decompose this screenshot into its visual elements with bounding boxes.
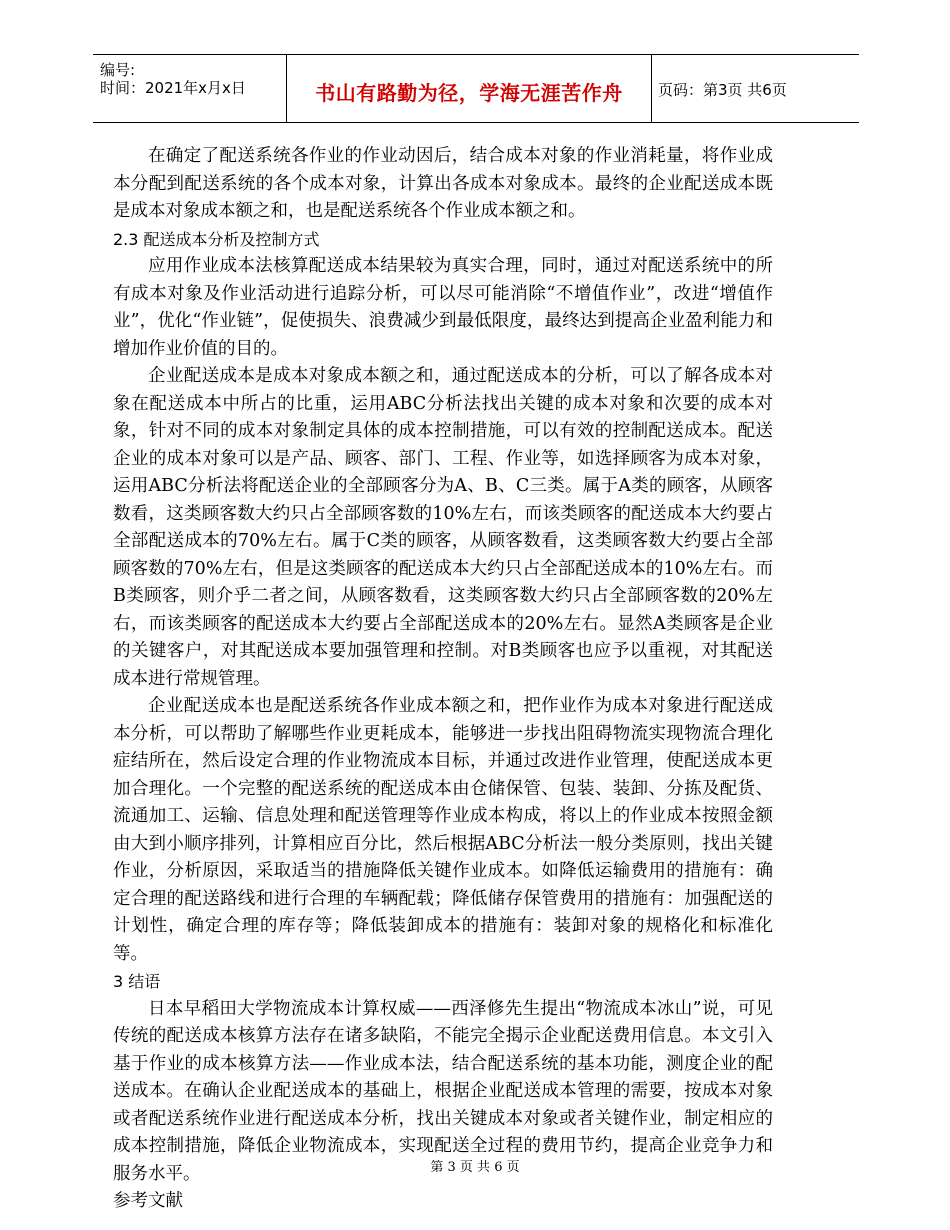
header-page-cell [651,55,859,122]
section-heading-3: 3 结语 [113,972,161,991]
header-motto: 书山有路勤为径，学海无涯苦作舟 [315,81,623,105]
section-heading-2-3: 2.3 配送成本分析及控制方式 [113,229,320,249]
paragraph-abc-overview: 应用作业成本法核算配送成本结果较为真实合理，同时，通过对配送系统中的所有成本对象及作业活动进行追踪分析，可以尽可能消除“不增值作业”，改进“增值作业”，优化“作业链”，促使损失、浪费减少到最低限度，最终达到提高企业盈利能力和增加作业价值的目的。 [113,256,773,359]
document-body [113,143,773,1216]
header-motto-cell [286,55,652,122]
paragraph-intro: 在确定了配送系统各作业的作业动因后，结合成本对象的作业消耗量，将作业成本分配到配送系统的各个成本对象，计算出各成本对象成本。最终的企业配送成本既是成本对象成本额之和，也是配送系统各个作业成本额之和。 [113,146,773,221]
paragraph-conclusion: 日本早稻田大学物流成本计算权威——西泽修先生提出“物流成本冰山”说，可见传统的配送成本核算方法存在诸多缺陷，不能完全揭示企业配送费用信息。本文引入基于作业的成本核算方法——作业成本法，结合配送系统的基本功能，测度企业的配送成本。在确认企业配送成本的基础上，根据企业配送成本管理的需要，按成本对象或者配送系统作业进行配送成本分析，找出关键成本对象或者关键作业，制定相应的成本控制措施，降低企业物流成本，实现配送全过程的费用节约，提高企业竞争力和服务水平。 [113,998,773,1184]
header-number-label: 编号: [100,61,136,79]
header-time-label: 时间：2021年x月x日 [100,79,246,97]
header-meta-cell [93,55,285,122]
page-header [93,54,859,123]
page-footer: 第 3 页 共 6 页 [430,1160,520,1175]
header-page-info: 页码：第3页 共6页 [658,81,787,99]
paragraph-activity-abc: 企业配送成本也是配送系统各作业成本额之和，把作业作为成本对象进行配送成本分析，可以帮助了解哪些作业更耗成本，能够进一步找出阻碍物流实现物流合理化症结所在，然后设定合理的作业物流成本目标，并通过改进作业管理，使配送成本更加合理化。一个完整的配送系统的配送成本由仓储保管、包装、装卸、分拣及配货、流通加工、运输、信息处理和配送管理等作业成本构成，将以上的作业成本按照金额由大到小顺序排列，计算相应百分比，然后根据ABC分析法一般分类原则，找出关键作业，分析原因，采取适当的措施降低关键作业成本。如降低运输费用的措施有：确定合理的配送路线和进行合理的车辆配载；降低储存保管费用的措施有：加强配送的计划性，确定合理的库存等；降低装卸成本的措施有：装卸对象的规格化和标准化等。 [113,696,773,964]
paragraph-customer-abc: 企业配送成本是成本对象成本额之和，通过配送成本的分析，可以了解各成本对象在配送成本中所占的比重，运用ABC分析法找出关键的成本对象和次要的成本对象，针对不同的成本对象制定具体的成本控制措施，可以有效的控制配送成本。配送企业的成本对象可以是产品、顾客、部门、工程、作业等，如选择顾客为成本对象，运用ABC分析法将配送企业的全部顾客分为A、B、C三类。属于A类的顾客，从顾客数看，这类顾客数大约只占全部顾客数的10%左右，而该类顾客的配送成本大约要占全部配送成本的70%左右。属于C类的顾客，从顾客数看，这类顾客数大约要占全部顾客数的70%左右，但是这类顾客的配送成本大约只占全部配送成本的10%左右。而B类顾客，则介乎二者之间，从顾客数看，这类顾客数大约只占全部顾客数的20%左右，而该类顾客的配送成本大约要占全部配送成本的20%左右。显然A类顾客是企业的关键客户，对其配送成本要加强管理和控制。对B类顾客也应予以重视，对其配送成本进行常规管理。 [113,366,773,689]
references-heading: 参考文献 [113,1191,183,1211]
